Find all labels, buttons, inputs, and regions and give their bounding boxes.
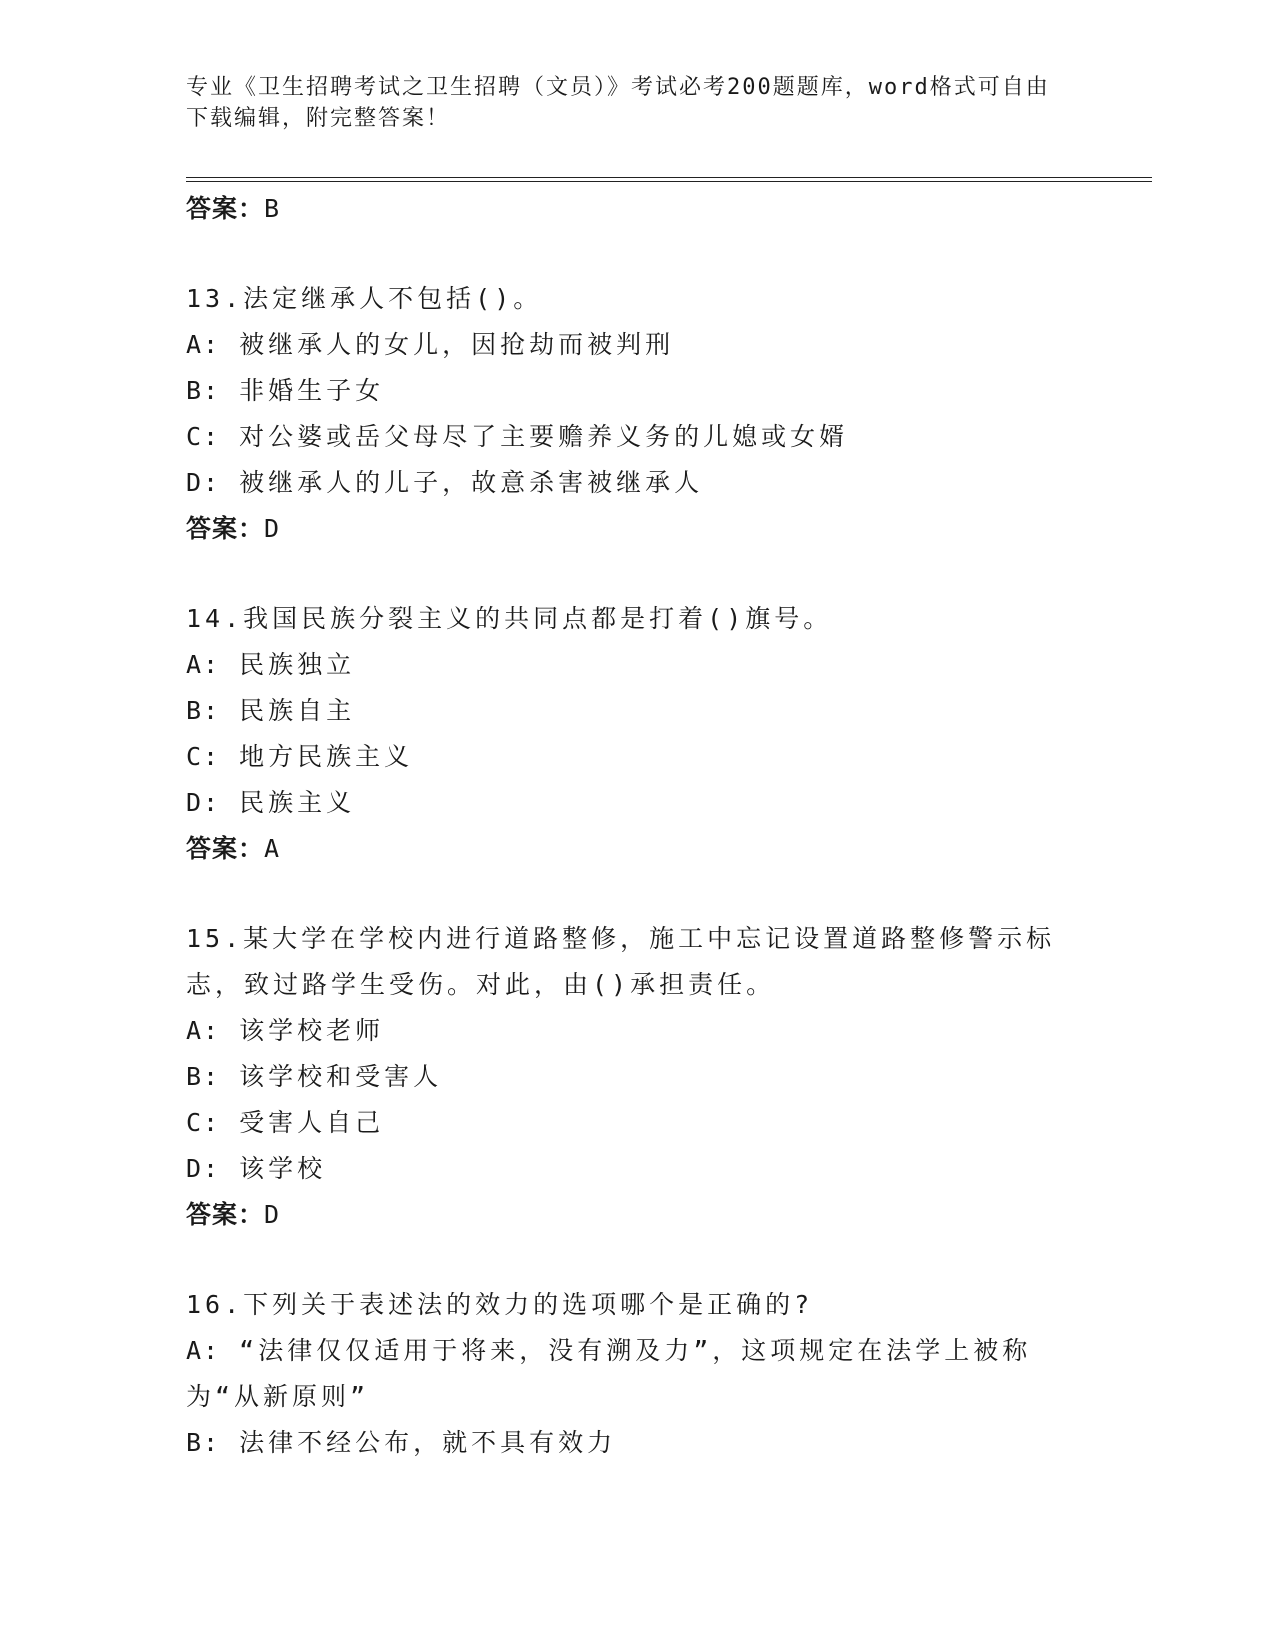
answer-line bbox=[186, 506, 1086, 552]
option-b bbox=[186, 688, 1086, 734]
document-header: 专业《卫生招聘考试之卫生招聘（文员）》考试必考200题题库，word格式可自由下载编辑，附完整答案！ bbox=[186, 75, 1050, 131]
option-key: A: bbox=[186, 1016, 221, 1045]
option-b bbox=[186, 1420, 1086, 1466]
answer-label: 答案： bbox=[186, 834, 265, 863]
question-stem: 14.我国民族分裂主义的共同点都是打着()旗号。 bbox=[186, 604, 833, 633]
option-key: C: bbox=[186, 422, 221, 451]
option-text: 民族自主 bbox=[239, 696, 356, 725]
option-text: 民族主义 bbox=[239, 788, 356, 817]
option-key: B: bbox=[186, 696, 221, 725]
option-c bbox=[186, 414, 1086, 460]
option-c bbox=[186, 1100, 1086, 1146]
option-text: 受害人自己 bbox=[239, 1108, 385, 1137]
answer-line bbox=[186, 186, 1086, 232]
option-text: 该学校 bbox=[239, 1154, 327, 1183]
option-key: B: bbox=[186, 376, 221, 405]
question-15 bbox=[186, 916, 1086, 1238]
option-text: 法律不经公布，就不具有效力 bbox=[239, 1428, 617, 1457]
option-a bbox=[186, 642, 1086, 688]
answer-line bbox=[186, 1192, 1086, 1238]
answer-label: 答案： bbox=[186, 1200, 265, 1229]
option-key: B: bbox=[186, 1428, 221, 1457]
answer-line bbox=[186, 826, 1086, 872]
option-key: A: bbox=[186, 650, 221, 679]
option-key: D: bbox=[186, 468, 221, 497]
option-a bbox=[186, 1328, 1086, 1420]
question-stem: 16.下列关于表述法的效力的选项哪个是正确的? bbox=[186, 1290, 814, 1319]
answer-value: B bbox=[264, 194, 281, 223]
answer-value: D bbox=[264, 514, 281, 543]
option-key: D: bbox=[186, 788, 221, 817]
answer-label: 答案： bbox=[186, 514, 265, 543]
option-text: 被继承人的女儿，因抢劫而被判刑 bbox=[239, 330, 675, 359]
question-14 bbox=[186, 596, 1086, 872]
answer-label: 答案： bbox=[186, 194, 265, 223]
option-d bbox=[186, 1146, 1086, 1192]
option-text: 被继承人的儿子，故意杀害被继承人 bbox=[239, 468, 704, 497]
option-key: C: bbox=[186, 742, 221, 771]
question-13 bbox=[186, 276, 1086, 552]
option-a bbox=[186, 322, 1086, 368]
option-text: “法律仅仅适用于将来，没有溯及力”，这项规定在法学上被称为“从新原则” bbox=[186, 1336, 1032, 1411]
option-key: A: bbox=[186, 1336, 221, 1365]
option-key: A: bbox=[186, 330, 221, 359]
question-16 bbox=[186, 1282, 1086, 1466]
option-text: 该学校和受害人 bbox=[239, 1062, 443, 1091]
option-d bbox=[186, 780, 1086, 826]
option-text: 对公婆或岳父母尽了主要赡养义务的儿媳或女婿 bbox=[239, 422, 849, 451]
header-rule-bottom bbox=[186, 181, 1152, 182]
question-list bbox=[186, 186, 1086, 1466]
option-b bbox=[186, 368, 1086, 414]
option-text: 地方民族主义 bbox=[239, 742, 414, 771]
answer-value: D bbox=[264, 1200, 281, 1229]
option-key: B: bbox=[186, 1062, 221, 1091]
option-a bbox=[186, 1008, 1086, 1054]
option-key: C: bbox=[186, 1108, 221, 1137]
option-text: 该学校老师 bbox=[239, 1016, 385, 1045]
option-text: 非婚生子女 bbox=[239, 376, 385, 405]
option-c bbox=[186, 734, 1086, 780]
answer-value: A bbox=[264, 834, 281, 863]
header-rule-top bbox=[186, 177, 1152, 178]
question-stem: 15.某大学在学校内进行道路整修，施工中忘记设置道路整修警示标志，致过路学生受伤。对此，由()承担责任。 bbox=[186, 924, 1056, 999]
option-d bbox=[186, 460, 1086, 506]
question-stem: 13.法定继承人不包括()。 bbox=[186, 284, 543, 313]
option-b bbox=[186, 1054, 1086, 1100]
option-text: 民族独立 bbox=[239, 650, 356, 679]
option-key: D: bbox=[186, 1154, 221, 1183]
